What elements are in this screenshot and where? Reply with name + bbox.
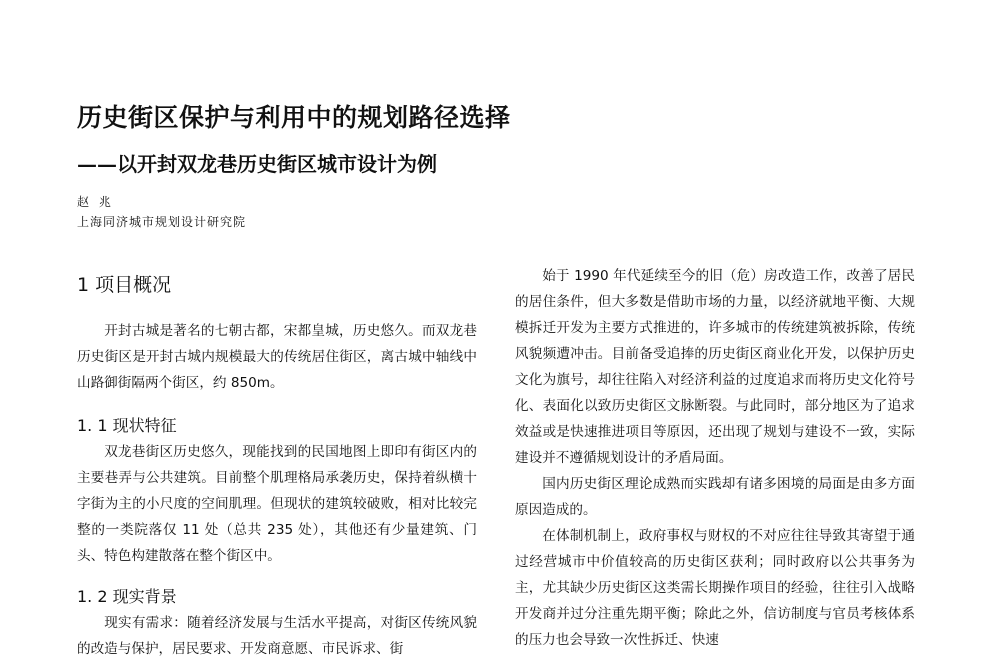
paragraph-renovation-history: 始于 1990 年代延续至今的旧（危）房改造工作，改善了居民的居住条件，但大多数是借助市场的力量，以经济就地平衡、大规模拆迁开发为主要方式推进的，许多城市的传统建筑被拆除，传统风貌频遭冲击。目前备受追捧的历史街区商业化开发，以保护历史文化为旗号，却往往陷入对经济利益的过度追求而将历史文化符号化、表面化以致历史街区文脉断裂。与此同时，部分地区为了追求效益或是快速推进项目等原因，还出现了规划与建设不一致，实际建设并不遵循规划设计的矛盾局面。 xyxy=(515,268,915,466)
paper-title: 历史街区保护与利用中的规划路径选择 xyxy=(77,103,511,132)
paper-subtitle: ——以开封双龙巷历史街区城市设计为例 xyxy=(77,152,437,176)
right-column xyxy=(515,263,915,653)
paragraph-theory-practice: 国内历史街区理论成熟而实践却有诸多困境的局面是由多方面原因造成的。 xyxy=(515,476,915,518)
paragraph-institutional: 在体制机制上，政府事权与财权的不对应往往导致其寄望于通过经营城市中价值较高的历史街区获利；同时政府以公共事务为主，尤其缺少历史街区这类需长期操作项目的经验，往往引入战略开发商并过分注重先期平衡；除此之外，信访制度与官员考核体系的压力也会导致一次性拆迁、快速 xyxy=(515,528,915,648)
section-heading-1-1: 1. 1 现状特征 xyxy=(77,416,177,435)
left-column xyxy=(77,270,477,662)
section-heading-1-2: 1. 2 现实背景 xyxy=(77,587,177,606)
author-affiliation: 上海同济城市规划设计研究院 xyxy=(77,215,247,229)
paragraph-background: 现实有需求：随着经济发展与生活水平提高，对街区传统风貌的改造与保护，居民要求、开发商意愿、市民诉求、街 xyxy=(77,615,477,657)
paragraph-project-overview: 开封古城是著名的七朝古都，宋都皇城，历史悠久。而双龙巷历史街区是开封古城内规模最大的传统居住街区，离古城中轴线中山路御街隔两个街区，约 850m。 xyxy=(77,323,477,391)
paragraph-current-features: 双龙巷街区历史悠久，现能找到的民国地图上即印有街区内的主要巷弄与公共建筑。目前整个肌理格局承袭历史，保持着纵横十字街为主的小尺度的空间肌理。但现状的建筑较破败，相对比较完整的一类院落仅 11 处（总共 235 处），其他还有少量建筑、门头、特色构建散落在整个街区中。 xyxy=(77,444,477,564)
author-name: 赵 兆 xyxy=(77,195,114,209)
section-heading-1: 1 项目概况 xyxy=(77,274,172,296)
